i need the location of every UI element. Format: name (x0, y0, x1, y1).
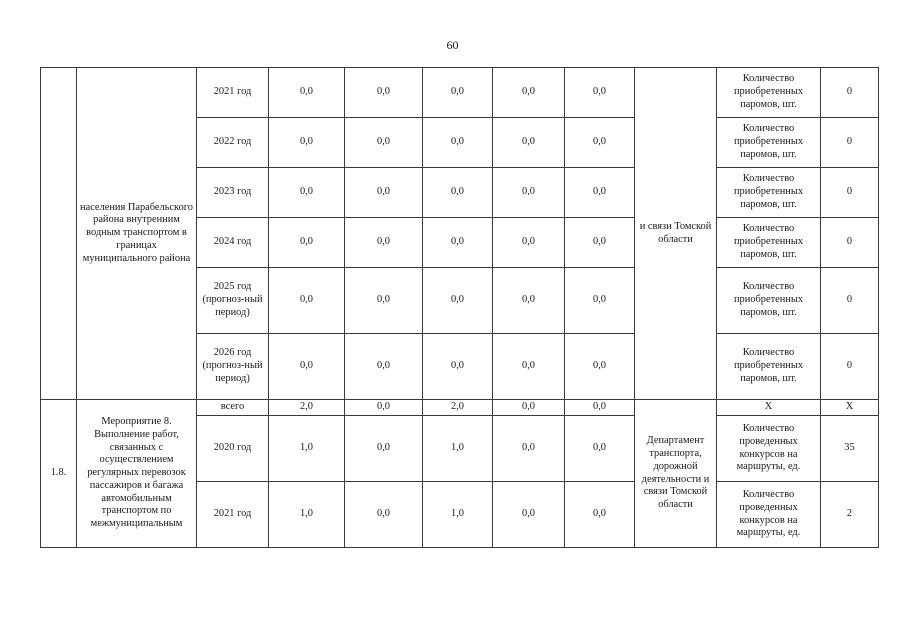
value-cell: 0,0 (493, 334, 565, 400)
table-row (41, 68, 879, 118)
value-cell: 0,0 (345, 482, 423, 548)
value-cell: 0,0 (423, 218, 493, 268)
year-cell: 2025 год (прогноз-ный период) (197, 268, 269, 334)
value-cell: 0,0 (423, 118, 493, 168)
item-number-cell: 1.8. (41, 400, 77, 548)
value-cell: 0,0 (565, 168, 635, 218)
value-cell: 0,0 (269, 118, 345, 168)
value-cell: 0,0 (345, 68, 423, 118)
value-cell: 2,0 (423, 400, 493, 416)
value-cell: 0,0 (565, 400, 635, 416)
value-cell: 0,0 (269, 168, 345, 218)
indicator-value-cell: 0 (821, 334, 879, 400)
indicator-value-cell: 0 (821, 268, 879, 334)
value-cell: 0,0 (565, 218, 635, 268)
program-table (40, 67, 879, 548)
responsible-department: и связи Томской области (635, 68, 717, 400)
year-cell: 2021 год (197, 482, 269, 548)
indicator-cell: Количество приобретенных паромов, шт. (717, 268, 821, 334)
value-cell: 0,0 (493, 268, 565, 334)
value-cell: 0,0 (565, 482, 635, 548)
indicator-value-cell: 0 (821, 68, 879, 118)
value-cell: 1,0 (423, 482, 493, 548)
year-cell: 2021 год (197, 68, 269, 118)
value-cell: 1,0 (423, 416, 493, 482)
value-cell: 0,0 (565, 334, 635, 400)
value-cell: 1,0 (269, 416, 345, 482)
value-cell: 2,0 (269, 400, 345, 416)
value-cell: 0,0 (345, 118, 423, 168)
year-cell: 2022 год (197, 118, 269, 168)
value-cell: 0,0 (565, 68, 635, 118)
year-cell: 2023 год (197, 168, 269, 218)
value-cell: 0,0 (423, 268, 493, 334)
page-number: 60 (446, 38, 459, 52)
value-cell: 0,0 (269, 334, 345, 400)
indicator-value-cell: 0 (821, 168, 879, 218)
indicator-value-cell: 35 (821, 416, 879, 482)
value-cell: 0,0 (493, 482, 565, 548)
value-cell: 0,0 (345, 168, 423, 218)
year-cell: 2020 год (197, 416, 269, 482)
indicator-cell: Х (717, 400, 821, 416)
value-cell: 0,0 (493, 68, 565, 118)
responsible-department: Департамент транспорта, дорожной деятельности и связи Томской области (635, 400, 717, 548)
year-cell: 2026 год (прогноз-ный период) (197, 334, 269, 400)
value-cell: 0,0 (423, 168, 493, 218)
value-cell: 0,0 (493, 168, 565, 218)
value-cell: 0,0 (269, 268, 345, 334)
indicator-value-cell: Х (821, 400, 879, 416)
value-cell: 0,0 (493, 218, 565, 268)
value-cell: 1,0 (269, 482, 345, 548)
indicator-value-cell: 0 (821, 218, 879, 268)
indicator-cell: Количество приобретенных паромов, шт. (717, 218, 821, 268)
value-cell: 0,0 (345, 334, 423, 400)
value-cell: 0,0 (345, 268, 423, 334)
value-cell: 0,0 (493, 400, 565, 416)
indicator-cell: Количество приобретенных паромов, шт. (717, 168, 821, 218)
year-cell: всего (197, 400, 269, 416)
indicator-cell: Количество приобретенных паромов, шт. (717, 68, 821, 118)
item-description: Мероприятие 8. Выполнение работ, связанных с осуществлением регулярных перевозок пассажиров и багажа автомобильным транспортом по межмуниципальным (77, 400, 197, 548)
value-cell: 0,0 (423, 68, 493, 118)
value-cell: 0,0 (345, 400, 423, 416)
value-cell: 0,0 (345, 416, 423, 482)
indicator-cell: Количество приобретенных паромов, шт. (717, 334, 821, 400)
item-number-cell (41, 68, 77, 400)
indicator-value-cell: 2 (821, 482, 879, 548)
value-cell: 0,0 (269, 218, 345, 268)
value-cell: 0,0 (269, 68, 345, 118)
year-cell: 2024 год (197, 218, 269, 268)
indicator-cell: Количество проведенных конкурсов на маршруты, ед. (717, 416, 821, 482)
value-cell: 0,0 (565, 118, 635, 168)
value-cell: 0,0 (493, 118, 565, 168)
indicator-value-cell: 0 (821, 118, 879, 168)
indicator-cell: Количество проведенных конкурсов на маршруты, ед. (717, 482, 821, 548)
value-cell: 0,0 (345, 218, 423, 268)
item-description: населения Парабельского района внутренним водным транспортом в границах муниципального района (77, 68, 197, 400)
indicator-cell: Количество приобретенных паромов, шт. (717, 118, 821, 168)
table-row (41, 400, 879, 416)
value-cell: 0,0 (423, 334, 493, 400)
value-cell: 0,0 (565, 268, 635, 334)
value-cell: 0,0 (493, 416, 565, 482)
value-cell: 0,0 (565, 416, 635, 482)
